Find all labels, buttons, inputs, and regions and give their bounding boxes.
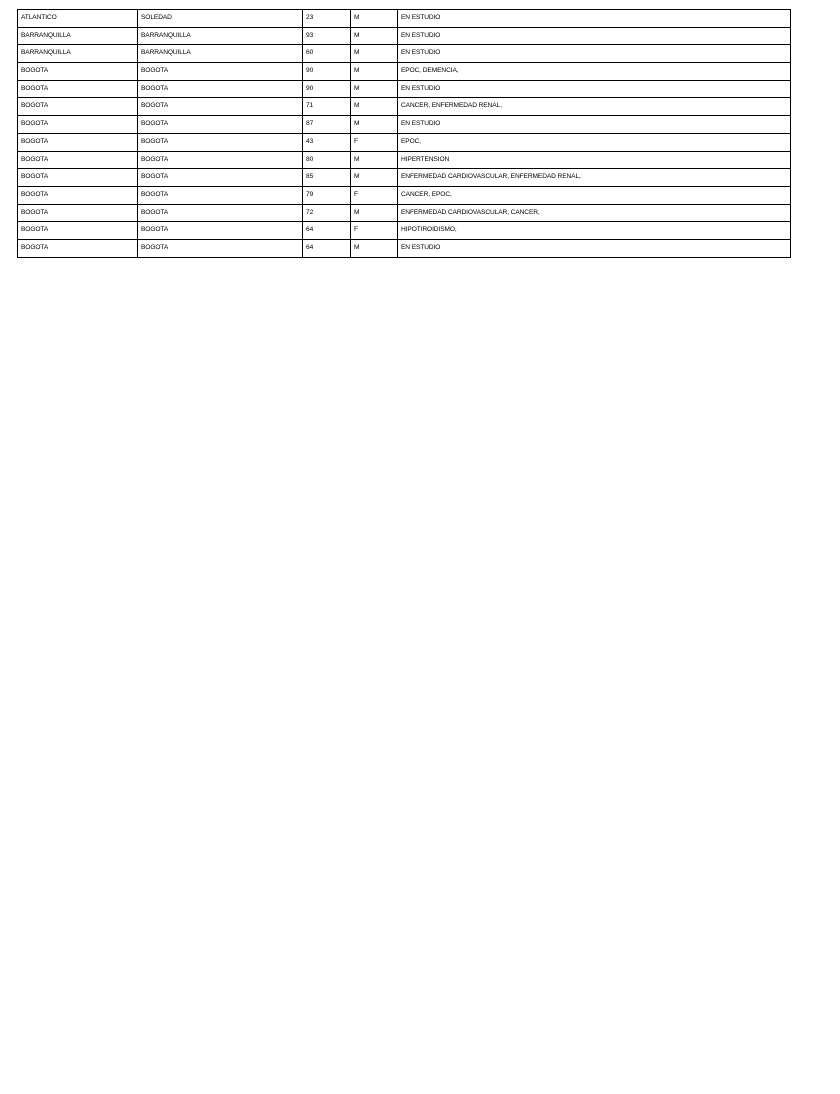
cell-sexo: M [351,204,398,222]
table-row [18,151,791,169]
cell-departamento: BOGOTA [18,169,138,187]
cell-sexo: M [351,116,398,134]
table-row [18,80,791,98]
cell-sexo: M [351,27,398,45]
cell-comorbilidad: CANCER, EPOC, [398,186,791,204]
cell-sexo: M [351,151,398,169]
table-row [18,10,791,28]
table-row [18,45,791,63]
cell-edad: 23 [303,10,351,28]
cell-municipio: BARRANQUILLA [138,45,303,63]
cell-departamento: BOGOTA [18,239,138,257]
table-row [18,239,791,257]
cell-comorbilidad: HIPOTIROIDISMO, [398,222,791,240]
table-row [18,27,791,45]
table-row [18,186,791,204]
cell-comorbilidad: EPOC, [398,133,791,151]
cell-edad: 64 [303,239,351,257]
cell-sexo: M [351,98,398,116]
cell-departamento: BOGOTA [18,63,138,81]
cell-sexo: M [351,63,398,81]
cell-sexo: M [351,80,398,98]
cell-edad: 90 [303,63,351,81]
cell-comorbilidad: ENFERMEDAD CARDIOVASCULAR, ENFERMEDAD RENAL, [398,169,791,187]
cell-sexo: F [351,133,398,151]
cell-municipio: BOGOTA [138,63,303,81]
cell-comorbilidad: EN ESTUDIO [398,239,791,257]
cell-municipio: BOGOTA [138,239,303,257]
table-row [18,63,791,81]
cell-comorbilidad: EN ESTUDIO [398,10,791,28]
cell-municipio: BOGOTA [138,116,303,134]
cell-comorbilidad: EN ESTUDIO [398,80,791,98]
cell-municipio: BOGOTA [138,133,303,151]
cell-sexo: M [351,239,398,257]
cell-comorbilidad: EN ESTUDIO [398,116,791,134]
cell-comorbilidad: EN ESTUDIO [398,27,791,45]
cell-sexo: F [351,186,398,204]
cell-comorbilidad: HIPERTENSION [398,151,791,169]
table-row [18,98,791,116]
cell-comorbilidad: CANCER, ENFERMEDAD RENAL, [398,98,791,116]
table-row [18,116,791,134]
cell-municipio: BOGOTA [138,204,303,222]
cell-edad: 43 [303,133,351,151]
cell-departamento: BOGOTA [18,116,138,134]
cell-comorbilidad: ENFERMEDAD CARDIOVASCULAR, CANCER, [398,204,791,222]
table-row [18,133,791,151]
cell-departamento: BOGOTA [18,151,138,169]
cell-sexo: M [351,45,398,63]
cell-comorbilidad: EN ESTUDIO [398,45,791,63]
cell-departamento: ATLANTICO [18,10,138,28]
cell-edad: 87 [303,116,351,134]
cell-municipio: BOGOTA [138,186,303,204]
cell-departamento: BARRANQUILLA [18,45,138,63]
cell-edad: 85 [303,169,351,187]
cell-sexo: M [351,10,398,28]
cell-municipio: BOGOTA [138,222,303,240]
cell-edad: 90 [303,80,351,98]
table-row [18,222,791,240]
cell-municipio: BOGOTA [138,80,303,98]
cell-municipio: BARRANQUILLA [138,27,303,45]
cell-municipio: BOGOTA [138,151,303,169]
cell-edad: 72 [303,204,351,222]
cell-municipio: BOGOTA [138,98,303,116]
cell-departamento: BARRANQUILLA [18,27,138,45]
cases-table [17,9,791,258]
cell-sexo: M [351,169,398,187]
cell-edad: 80 [303,151,351,169]
cell-edad: 64 [303,222,351,240]
cell-municipio: BOGOTA [138,169,303,187]
cell-departamento: BOGOTA [18,98,138,116]
cell-edad: 79 [303,186,351,204]
cell-departamento: BOGOTA [18,186,138,204]
cell-edad: 93 [303,27,351,45]
cell-departamento: BOGOTA [18,204,138,222]
cell-edad: 71 [303,98,351,116]
cell-comorbilidad: EPOC, DEMENCIA, [398,63,791,81]
cell-municipio: SOLEDAD [138,10,303,28]
cell-edad: 60 [303,45,351,63]
cell-departamento: BOGOTA [18,222,138,240]
table-row [18,204,791,222]
cell-departamento: BOGOTA [18,133,138,151]
table-row [18,169,791,187]
cell-sexo: F [351,222,398,240]
cell-departamento: BOGOTA [18,80,138,98]
